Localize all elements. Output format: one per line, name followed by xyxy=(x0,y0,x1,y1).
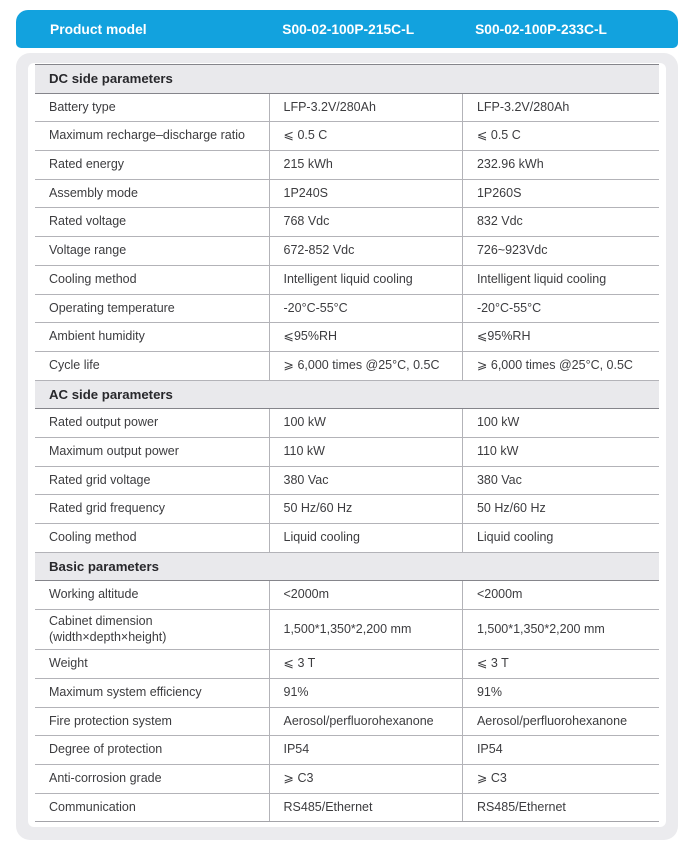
row-value-2: 100 kW xyxy=(462,409,659,438)
row-label: Operating temperature xyxy=(35,294,269,323)
row-value-2: <2000m xyxy=(462,581,659,610)
row-value-1: <2000m xyxy=(269,581,462,610)
table-row xyxy=(35,179,659,208)
table-row xyxy=(35,524,659,553)
row-label: Maximum recharge–discharge ratio xyxy=(35,122,269,151)
row-value-1: 380 Vac xyxy=(269,466,462,495)
row-value-2: ⩾ 6,000 times @25°C, 0.5C xyxy=(462,351,659,380)
section-header-row xyxy=(35,552,659,581)
row-value-1: 50 Hz/60 Hz xyxy=(269,495,462,524)
row-label: Working altitude xyxy=(35,581,269,610)
row-value-1: 100 kW xyxy=(269,409,462,438)
row-value-2: 1P260S xyxy=(462,179,659,208)
row-value-2: Intelligent liquid cooling xyxy=(462,265,659,294)
row-value-1: 91% xyxy=(269,679,462,708)
row-value-2: IP54 xyxy=(462,736,659,765)
section-header-row xyxy=(35,65,659,94)
row-value-1: ⩽95%RH xyxy=(269,323,462,352)
row-label: Cooling method xyxy=(35,524,269,553)
table-row xyxy=(35,736,659,765)
table-row xyxy=(35,437,659,466)
row-label-line2: (width×depth×height) xyxy=(49,629,167,644)
row-value-2: 110 kW xyxy=(462,437,659,466)
row-label: Rated voltage xyxy=(35,208,269,237)
row-value-1: Intelligent liquid cooling xyxy=(269,265,462,294)
spec-table-panel xyxy=(28,63,666,827)
table-row xyxy=(35,581,659,610)
row-label: Maximum system efficiency xyxy=(35,679,269,708)
table-row xyxy=(35,679,659,708)
row-label: Degree of protection xyxy=(35,736,269,765)
row-value-2: Liquid cooling xyxy=(462,524,659,553)
table-row xyxy=(35,237,659,266)
row-label: Communication xyxy=(35,793,269,822)
table-row xyxy=(35,122,659,151)
row-value-1: LFP-3.2V/280Ah xyxy=(269,93,462,122)
table-row xyxy=(35,707,659,736)
row-value-1: Liquid cooling xyxy=(269,524,462,553)
row-value-2: 50 Hz/60 Hz xyxy=(462,495,659,524)
table-row xyxy=(35,265,659,294)
row-label: Rated output power xyxy=(35,409,269,438)
row-value-1: -20°C-55°C xyxy=(269,294,462,323)
row-value-1: RS485/Ethernet xyxy=(269,793,462,822)
row-label: Fire protection system xyxy=(35,707,269,736)
header-model-215: S00-02-100P-215C-L xyxy=(282,21,415,37)
row-value-2: 832 Vdc xyxy=(462,208,659,237)
row-label: Maximum output power xyxy=(35,437,269,466)
row-value-2: 726~923Vdc xyxy=(462,237,659,266)
row-value-2: Aerosol/perfluorohexanone xyxy=(462,707,659,736)
row-value-1: 672-852 Vdc xyxy=(269,237,462,266)
row-value-2: 91% xyxy=(462,679,659,708)
table-row xyxy=(35,351,659,380)
row-value-2: 232.96 kWh xyxy=(462,151,659,180)
table-row xyxy=(35,323,659,352)
header-model-233: S00-02-100P-233C-L xyxy=(475,21,607,37)
spec-table xyxy=(35,64,659,822)
table-row xyxy=(35,765,659,794)
row-value-1: 768 Vdc xyxy=(269,208,462,237)
section-title: DC side parameters xyxy=(35,65,659,94)
row-label: Weight xyxy=(35,650,269,679)
section-title: AC side parameters xyxy=(35,380,659,409)
row-value-2: -20°C-55°C xyxy=(462,294,659,323)
row-label: Assembly mode xyxy=(35,179,269,208)
row-value-1: IP54 xyxy=(269,736,462,765)
row-value-2: ⩾ C3 xyxy=(462,765,659,794)
row-value-1: 1,500*1,350*2,200 mm xyxy=(269,610,462,650)
row-value-2: ⩽95%RH xyxy=(462,323,659,352)
row-value-2: ⩽ 0.5 C xyxy=(462,122,659,151)
table-row xyxy=(35,93,659,122)
table-row xyxy=(35,409,659,438)
row-label: Rated grid voltage xyxy=(35,466,269,495)
header-product-model-label: Product model xyxy=(50,21,147,37)
row-label: Rated grid frequency xyxy=(35,495,269,524)
row-value-2: 380 Vac xyxy=(462,466,659,495)
row-value-1: 1P240S xyxy=(269,179,462,208)
row-label: Anti-corrosion grade xyxy=(35,765,269,794)
table-row xyxy=(35,466,659,495)
row-value-1: 215 kWh xyxy=(269,151,462,180)
row-label: Cabinet dimension (width×depth×height) xyxy=(35,610,269,650)
row-value-1: 110 kW xyxy=(269,437,462,466)
row-value-1: Aerosol/perfluorohexanone xyxy=(269,707,462,736)
table-row xyxy=(35,495,659,524)
table-row xyxy=(35,151,659,180)
row-label: Ambient humidity xyxy=(35,323,269,352)
spec-card xyxy=(16,53,678,840)
row-label: Voltage range xyxy=(35,237,269,266)
product-model-header-bar xyxy=(16,10,678,48)
table-row xyxy=(35,650,659,679)
table-row xyxy=(35,208,659,237)
row-value-1: ⩾ C3 xyxy=(269,765,462,794)
table-row xyxy=(35,610,659,650)
row-label: Battery type xyxy=(35,93,269,122)
row-value-2: LFP-3.2V/280Ah xyxy=(462,93,659,122)
row-label: Cycle life xyxy=(35,351,269,380)
row-label: Cooling method xyxy=(35,265,269,294)
row-label: Rated energy xyxy=(35,151,269,180)
row-value-2: RS485/Ethernet xyxy=(462,793,659,822)
row-value-1: ⩾ 6,000 times @25°C, 0.5C xyxy=(269,351,462,380)
table-row xyxy=(35,294,659,323)
section-title: Basic parameters xyxy=(35,552,659,581)
row-value-1: ⩽ 0.5 C xyxy=(269,122,462,151)
table-row xyxy=(35,793,659,822)
row-value-2: ⩽ 3 T xyxy=(462,650,659,679)
section-header-row xyxy=(35,380,659,409)
row-value-2: 1,500*1,350*2,200 mm xyxy=(462,610,659,650)
row-value-1: ⩽ 3 T xyxy=(269,650,462,679)
